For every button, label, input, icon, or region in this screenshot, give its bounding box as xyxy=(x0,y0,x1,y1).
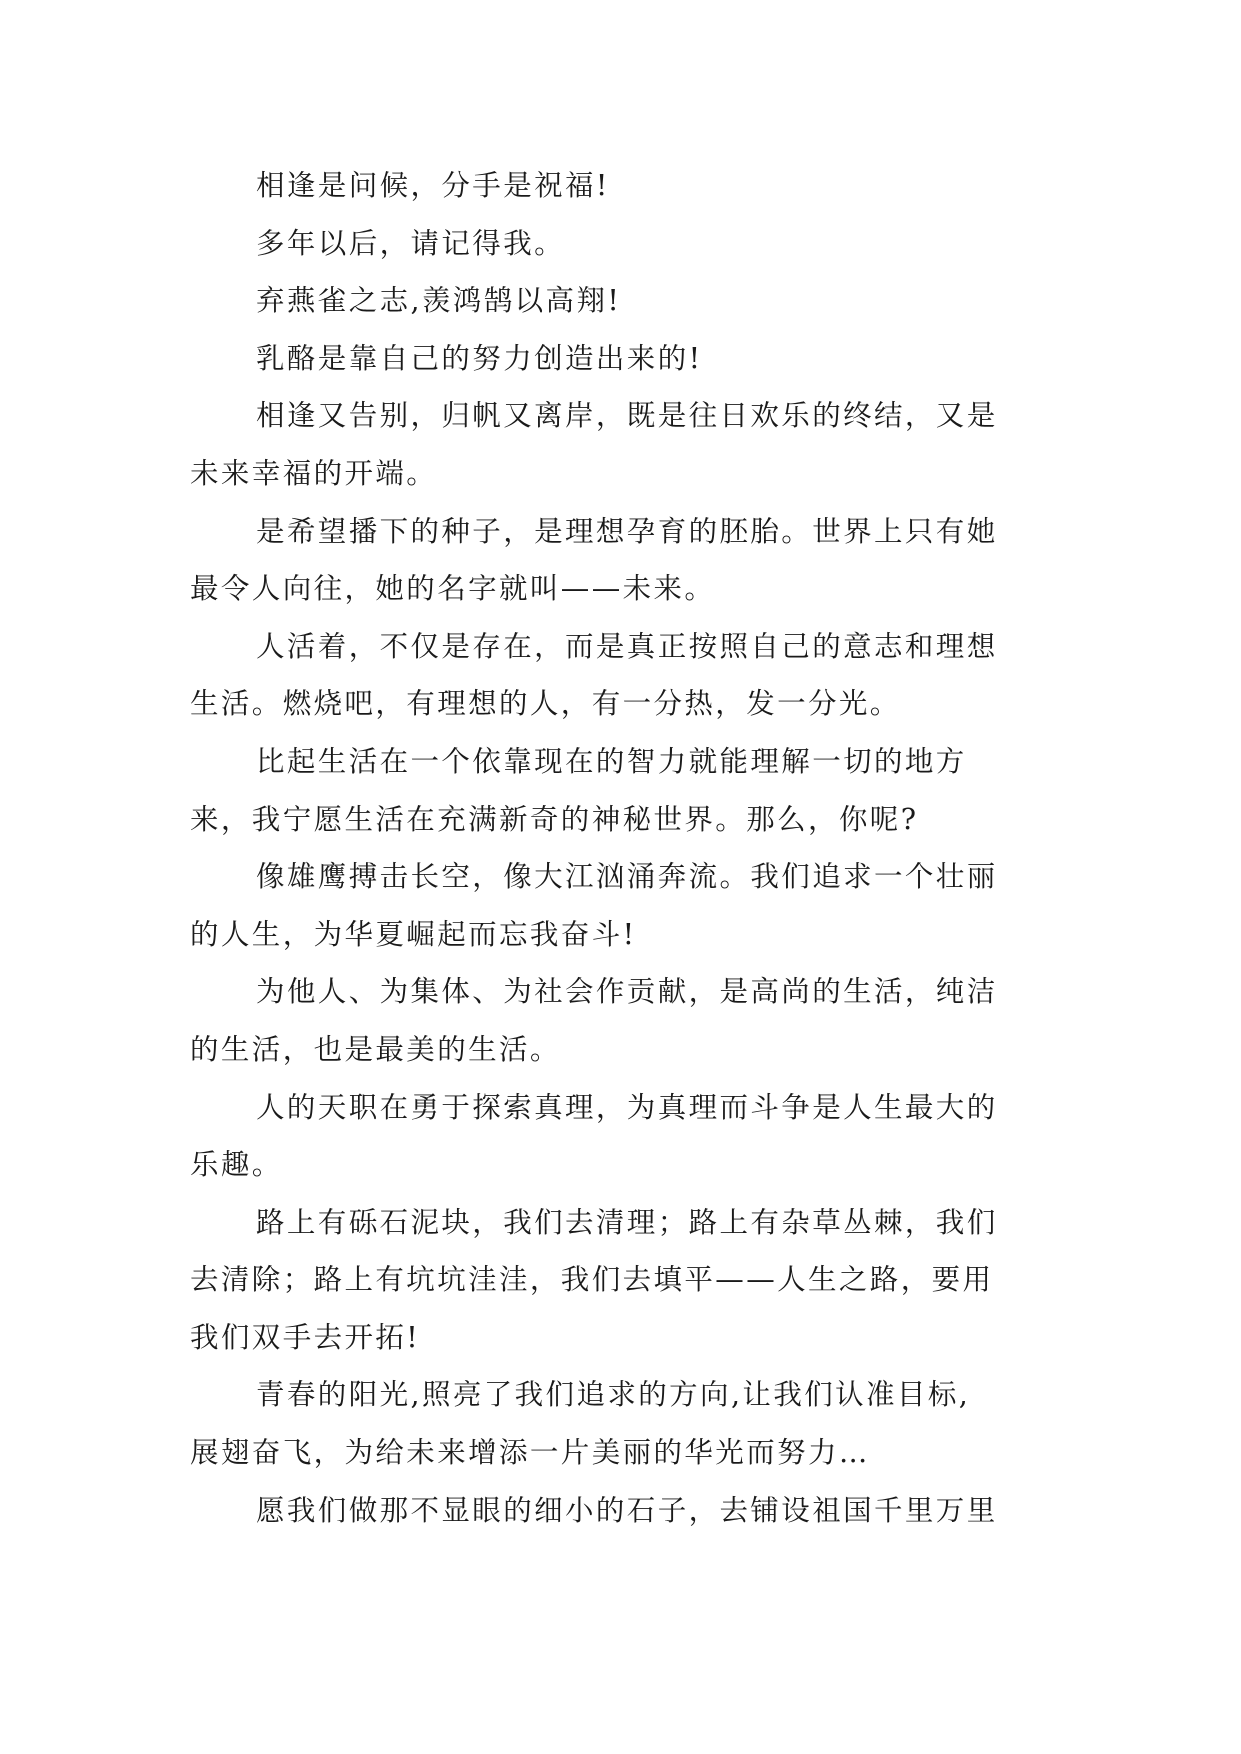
text-line: 相逢是问候，分手是祝福! xyxy=(256,169,610,202)
text-line: 未来幸福的开端。 xyxy=(190,456,438,490)
text-line: 最令人向往，她的名字就叫——未来。 xyxy=(190,572,716,606)
text-line: 为他人、为集体、为社会作贡献，是高尚的生活，纯洁 xyxy=(256,975,998,1009)
text-line: 展翅奋飞，为给未来增添一片美丽的华光而努力… xyxy=(190,1436,870,1470)
text-line: 的人生，为华夏崛起而忘我奋斗! xyxy=(190,917,637,951)
text-line: 乳酪是靠自己的努力创造出来的! xyxy=(256,341,703,375)
text-line: 人活着，不仅是存在，而是真正按照自己的意志和理想 xyxy=(256,629,998,663)
text-line: 的生活，也是最美的生活。 xyxy=(190,1032,561,1066)
text-line: 生活。燃烧吧，有理想的人，有一分热，发一分光。 xyxy=(190,687,901,721)
text-line: 愿我们做那不显眼的细小的石子，去铺设祖国千里万里 xyxy=(256,1493,998,1527)
text-line: 比起生活在一个依靠现在的智力就能理解一切的地方 xyxy=(256,744,967,778)
text-line: 是希望播下的种子，是理想孕育的胚胎。世界上只有她 xyxy=(256,514,998,548)
text-line: 我们双手去开拓! xyxy=(190,1320,421,1354)
text-line: 去清除；路上有坑坑洼洼，我们去填平——人生之路，要用 xyxy=(190,1263,994,1297)
text-line: 多年以后，请记得我。 xyxy=(256,226,566,260)
text-line: 像雄鹰搏击长空，像大江汹涌奔流。我们追求一个壮丽 xyxy=(256,860,998,894)
text-line: 弃燕雀之志,羡鸿鹄以高翔! xyxy=(256,284,622,318)
text-line: 路上有砾石泥块，我们去清理；路上有杂草丛棘，我们 xyxy=(256,1205,998,1239)
text-line: 青春的阳光,照亮了我们追求的方向,让我们认准目标, xyxy=(256,1378,971,1412)
text-line: 来，我宁愿生活在充满新奇的神秘世界。那么，你呢? xyxy=(190,802,919,836)
document-body xyxy=(190,157,1050,1539)
text-line: 人的天职在勇于探索真理，为真理而斗争是人生最大的 xyxy=(256,1090,998,1124)
text-line: 相逢又告别，归帆又离岸，既是往日欢乐的终结，又是 xyxy=(256,399,998,433)
text-line: 乐趣。 xyxy=(190,1148,283,1182)
